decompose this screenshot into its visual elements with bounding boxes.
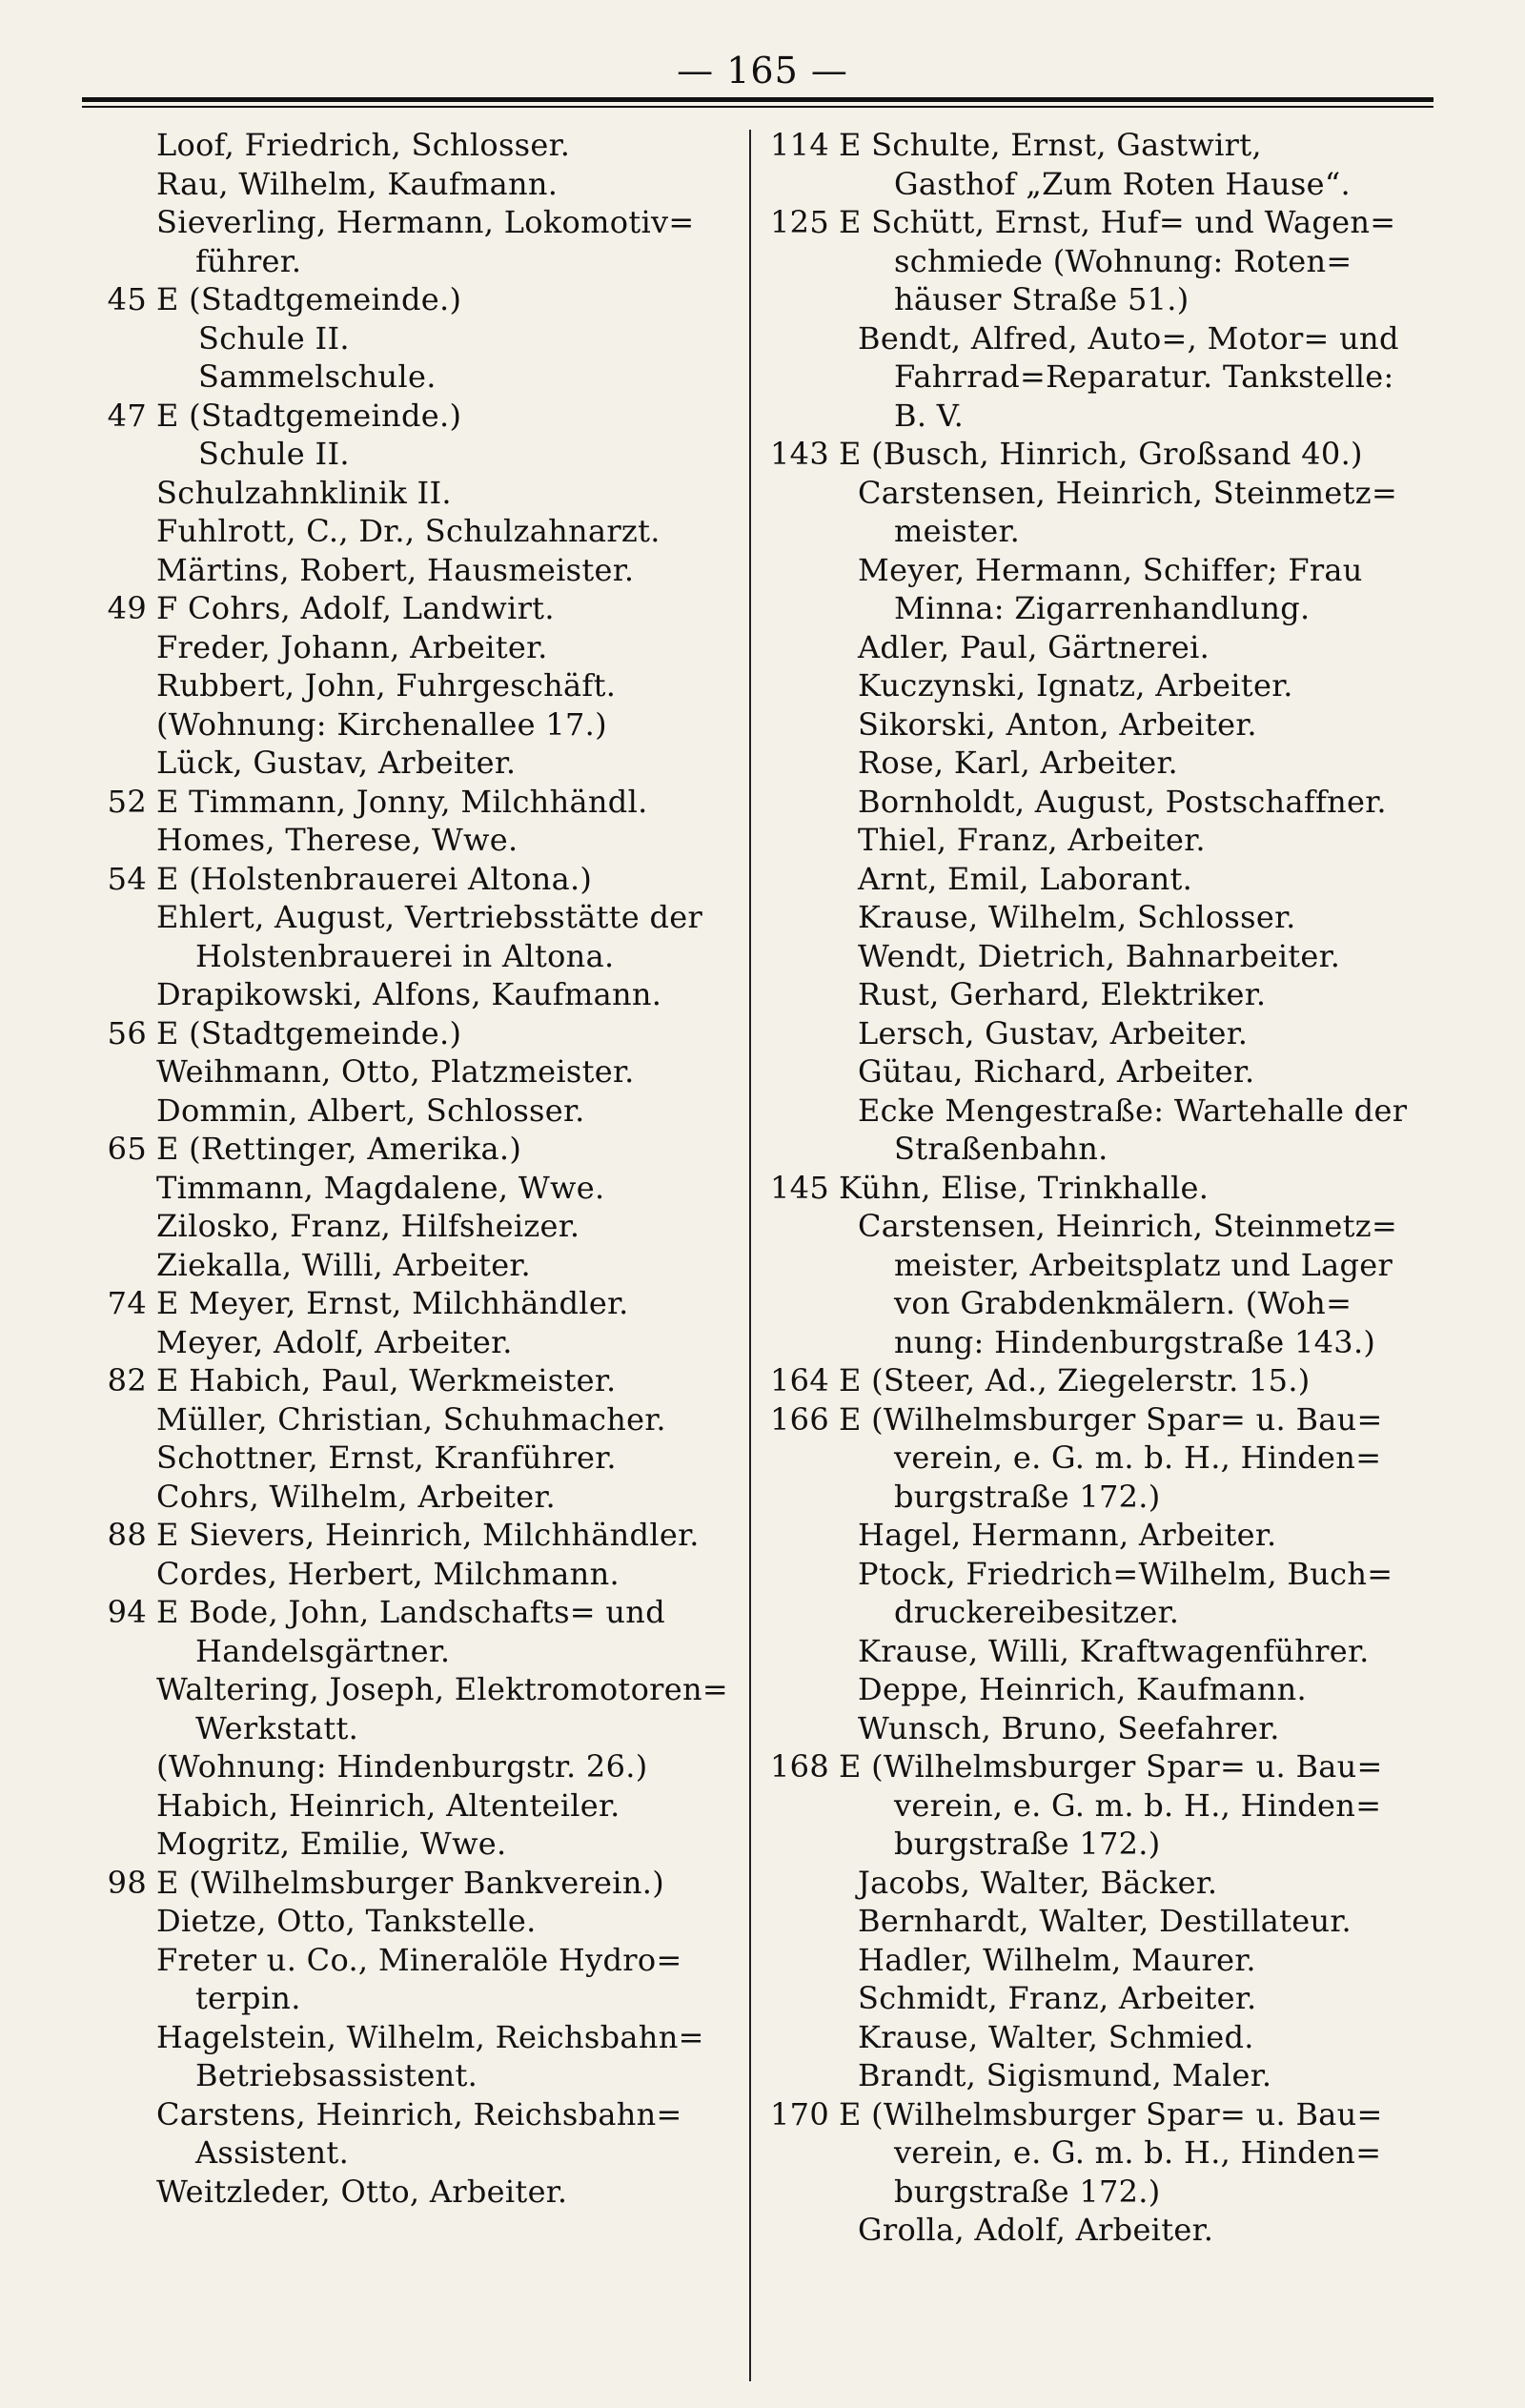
header-rule-thin	[82, 106, 1434, 108]
directory-line	[762, 1979, 1437, 2018]
directory-line	[95, 203, 732, 242]
directory-line	[762, 744, 1437, 783]
directory-line	[762, 1169, 1437, 1208]
entry-text: terpin.	[195, 1980, 301, 2016]
entry-text: Carstensen, Heinrich, Steinmetz=	[858, 474, 1398, 511]
entry-text: Zilosko, Franz, Hilfsheizer.	[156, 1208, 580, 1244]
directory-line	[95, 975, 732, 1014]
directory-line	[762, 1323, 1437, 1362]
directory-line	[762, 1786, 1437, 1826]
directory-line	[762, 357, 1437, 397]
directory-line	[95, 898, 732, 937]
entry-text: Dommin, Albert, Schlosser.	[156, 1092, 585, 1129]
entry-text: Jacobs, Walter, Bäcker.	[858, 1864, 1218, 1901]
house-number: 125	[770, 204, 829, 240]
entry-text: E Sievers, Heinrich, Milchhändler.	[156, 1517, 700, 1553]
entry-text: Bernhardt, Walter, Destillateur.	[858, 1903, 1352, 1939]
directory-line	[95, 1478, 732, 1517]
directory-line	[95, 551, 732, 590]
directory-line	[762, 1709, 1437, 1748]
entry-text: Rubbert, John, Fuhrgeschäft.	[156, 667, 617, 704]
entry-text: Drapikowski, Alfons, Kaufmann.	[156, 976, 662, 1012]
directory-line	[95, 705, 732, 745]
directory-line	[762, 1207, 1437, 1246]
entry-text: Mogritz, Emilie, Wwe.	[156, 1826, 507, 1862]
entry-text: meister.	[894, 513, 1021, 549]
entry-text: Ecke Mengestraße: Wartehalle der	[858, 1092, 1408, 1129]
entry-text: Adler, Paul, Gärtnerei.	[858, 628, 1210, 665]
directory-line	[95, 1207, 732, 1246]
entry-text: Arnt, Emil, Laborant.	[858, 860, 1193, 897]
directory-line	[95, 1323, 732, 1362]
directory-line	[762, 1632, 1437, 1671]
entry-text: Wunsch, Bruno, Seefahrer.	[858, 1709, 1280, 1746]
entry-text: Schule II.	[198, 319, 350, 357]
directory-line	[95, 1169, 732, 1208]
directory-line	[762, 2018, 1437, 2057]
entry-text: Kühn, Elise, Trinkhalle.	[839, 1169, 1210, 1206]
entry-text: Krause, Willi, Kraftwagenführer.	[858, 1632, 1370, 1669]
entry-text: burgstraße 172.)	[894, 1478, 1161, 1515]
directory-line	[762, 1593, 1437, 1632]
directory-line	[95, 1555, 732, 1594]
entry-text: E Meyer, Ernst, Milchhändler.	[156, 1285, 629, 1321]
directory-line	[95, 2056, 732, 2095]
entry-text: B. V.	[894, 397, 965, 434]
entry-text: Dietze, Otto, Tankstelle.	[156, 1903, 537, 1939]
directory-line	[762, 1516, 1437, 1555]
entry-text: Hagelstein, Wilhelm, Reichsbahn=	[156, 2018, 704, 2055]
directory-line	[762, 1478, 1437, 1517]
directory-line	[95, 397, 732, 436]
house-number: 164	[770, 1362, 829, 1398]
entry-text: (Wohnung: Kirchenallee 17.)	[156, 705, 607, 743]
directory-line	[762, 1670, 1437, 1709]
house-number: 82	[107, 1362, 147, 1398]
entry-text: Freder, Johann, Arbeiter.	[156, 628, 548, 665]
house-number: 98	[107, 1864, 147, 1901]
directory-line	[95, 1014, 732, 1053]
directory-line	[95, 937, 732, 976]
directory-line	[762, 2056, 1437, 2095]
house-number: 88	[107, 1517, 147, 1553]
directory-line	[762, 1361, 1437, 1400]
entry-text: Straßenbahn.	[894, 1131, 1108, 1167]
directory-line	[762, 319, 1437, 358]
right-column	[762, 126, 1437, 2250]
directory-line	[762, 937, 1437, 976]
entry-text: Carstens, Heinrich, Reichsbahn=	[156, 2095, 682, 2133]
entry-text: E (Busch, Hinrich, Großsand 40.)	[839, 436, 1363, 472]
entry-text: Wendt, Dietrich, Bahnarbeiter.	[858, 937, 1341, 974]
entry-text: Fuhlrott, C., Dr., Schulzahnarzt.	[156, 513, 661, 549]
entry-text: schmiede (Wohnung: Roten=	[894, 242, 1352, 279]
entry-text: E Schulte, Ernst, Gastwirt,	[839, 127, 1262, 163]
directory-line	[95, 512, 732, 551]
directory-line	[95, 1246, 732, 1285]
directory-line	[95, 126, 732, 165]
directory-line	[762, 203, 1437, 242]
directory-line	[95, 319, 732, 358]
house-number: 45	[107, 281, 147, 317]
entry-text: E (Holstenbrauerei Altona.)	[156, 860, 593, 897]
entry-text: E (Stadtgemeinde.)	[156, 281, 462, 317]
directory-line	[762, 1052, 1437, 1092]
entry-text: Rau, Wilhelm, Kaufmann.	[156, 165, 559, 202]
directory-line	[95, 1825, 732, 1864]
directory-line	[95, 1052, 732, 1092]
directory-line	[762, 1747, 1437, 1786]
directory-line	[762, 551, 1437, 590]
directory-line	[762, 242, 1437, 281]
house-number: 65	[107, 1131, 147, 1167]
directory-line	[762, 705, 1437, 745]
directory-line	[95, 474, 732, 513]
house-number: 74	[107, 1285, 147, 1321]
directory-line	[95, 280, 732, 319]
directory-line	[762, 512, 1437, 551]
directory-line	[95, 165, 732, 204]
directory-line	[762, 975, 1437, 1014]
directory-line	[95, 1747, 732, 1786]
directory-line	[95, 242, 732, 281]
house-number: 114	[770, 127, 829, 163]
entry-text: Habich, Heinrich, Altenteiler.	[156, 1786, 620, 1824]
page-number: — 165 —	[677, 50, 848, 92]
entry-text: E (Stadtgemeinde.)	[156, 397, 462, 434]
directory-line	[762, 898, 1437, 937]
directory-line	[95, 2133, 732, 2173]
house-number: 145	[770, 1169, 829, 1206]
directory-line	[762, 165, 1437, 204]
directory-line	[95, 2173, 732, 2212]
directory-line	[762, 2211, 1437, 2250]
entry-text: Bornholdt, August, Postschaffner.	[858, 783, 1387, 820]
directory-line	[95, 1632, 732, 1671]
entry-text: E (Wilhelmsburger Spar= u. Bau=	[839, 1748, 1383, 1785]
entry-text: Schulzahnklinik II.	[156, 474, 452, 511]
directory-line	[95, 1709, 732, 1748]
entry-text: E (Wilhelmsburger Bankverein.)	[156, 1864, 664, 1901]
entry-text: verein, e. G. m. b. H., Hinden=	[894, 2134, 1382, 2171]
entry-text: druckereibesitzer.	[894, 1594, 1180, 1630]
entry-text: führer.	[195, 242, 302, 279]
entry-text: E (Rettinger, Amerika.)	[156, 1131, 522, 1167]
entry-text: F Cohrs, Adolf, Landwirt.	[156, 590, 555, 626]
entry-text: E (Wilhelmsburger Spar= u. Bau=	[839, 2095, 1383, 2133]
entry-text: Holstenbrauerei in Altona.	[195, 937, 615, 974]
entry-text: Grolla, Adolf, Arbeiter.	[858, 2212, 1214, 2248]
entry-text: Ziekalla, Willi, Arbeiter.	[156, 1246, 531, 1283]
entry-text: Gasthof „Zum Roten Hause“.	[894, 165, 1351, 202]
directory-line	[762, 821, 1437, 860]
entry-text: Krause, Walter, Schmied.	[858, 2018, 1254, 2055]
directory-line	[95, 1786, 732, 1826]
directory-line	[762, 1130, 1437, 1169]
entry-text: nung: Hindenburgstraße 143.)	[894, 1323, 1376, 1360]
entry-text: Meyer, Adolf, Arbeiter.	[156, 1323, 513, 1360]
entry-text: Minna: Zigarrenhandlung.	[894, 590, 1311, 626]
directory-line	[762, 2133, 1437, 2173]
entry-text: E Habich, Paul, Werkmeister.	[156, 1362, 617, 1398]
entry-text: E (Wilhelmsburger Spar= u. Bau=	[839, 1400, 1383, 1438]
directory-line	[95, 1284, 732, 1323]
directory-line	[95, 1130, 732, 1169]
entry-text: Sieverling, Hermann, Lokomotiv=	[156, 204, 695, 240]
directory-line	[95, 1361, 732, 1400]
directory-line	[95, 1092, 732, 1131]
entry-text: Sikorski, Anton, Arbeiter.	[858, 705, 1257, 743]
directory-line	[95, 357, 732, 397]
entry-text: E (Steer, Ad., Ziegelerstr. 15.)	[839, 1362, 1311, 1398]
directory-line	[762, 1941, 1437, 1980]
directory-line	[762, 860, 1437, 899]
entry-text: Schule II.	[198, 436, 350, 472]
entry-text: E Bode, John, Landschafts= und	[156, 1594, 665, 1630]
entry-text: Gütau, Richard, Arbeiter.	[858, 1053, 1255, 1090]
entry-text: Cohrs, Wilhelm, Arbeiter.	[156, 1478, 556, 1515]
directory-line	[762, 589, 1437, 628]
entry-text: Müller, Christian, Schuhmacher.	[156, 1400, 666, 1438]
directory-line	[762, 1400, 1437, 1439]
directory-line	[762, 1555, 1437, 1594]
house-number: 170	[770, 2095, 829, 2133]
house-number: 49	[107, 590, 147, 626]
directory-line	[762, 628, 1437, 667]
directory-line	[762, 1014, 1437, 1053]
entry-text: E Schütt, Ernst, Huf= und Wagen=	[839, 204, 1396, 240]
entry-text: häuser Straße 51.)	[894, 281, 1190, 317]
house-number: 94	[107, 1594, 147, 1630]
entry-text: verein, e. G. m. b. H., Hinden=	[894, 1439, 1382, 1476]
directory-line	[95, 628, 732, 667]
directory-line	[95, 1439, 732, 1478]
entry-text: meister, Arbeitsplatz und Lager	[894, 1246, 1393, 1283]
entry-text: Bendt, Alfred, Auto=, Motor= und	[858, 319, 1399, 357]
house-number: 56	[107, 1014, 147, 1051]
entry-text: Assistent.	[195, 2134, 350, 2171]
directory-line	[762, 435, 1437, 474]
entry-text: Thiel, Franz, Arbeiter.	[858, 822, 1206, 858]
entry-text: E (Stadtgemeinde.)	[156, 1014, 462, 1051]
directory-line	[762, 1825, 1437, 1864]
entry-text: (Wohnung: Hindenburgstr. 26.)	[156, 1748, 648, 1785]
directory-line	[762, 2173, 1437, 2212]
entry-text: Fahrrad=Reparatur. Tankstelle:	[894, 358, 1394, 395]
directory-line	[762, 280, 1437, 319]
directory-line	[95, 2095, 732, 2134]
entry-text: Rose, Karl, Arbeiter.	[858, 745, 1179, 781]
directory-line	[95, 1902, 732, 1941]
entry-text: Hagel, Hermann, Arbeiter.	[858, 1517, 1277, 1553]
entry-text: Hadler, Wilhelm, Maurer.	[858, 1941, 1256, 1978]
entry-text: Kuczynski, Ignatz, Arbeiter.	[858, 667, 1293, 704]
entry-text: Lück, Gustav, Arbeiter.	[156, 745, 517, 781]
entry-text: Deppe, Heinrich, Kaufmann.	[858, 1671, 1307, 1707]
entry-text: Sammelschule.	[198, 358, 437, 395]
directory-line	[762, 2095, 1437, 2134]
entry-text: Ehlert, August, Vertriebsstätte der	[156, 899, 703, 935]
entry-text: Homes, Therese, Wwe.	[156, 822, 518, 858]
entry-text: von Grabdenkmälern. (Woh=	[894, 1285, 1352, 1321]
entry-text: Ptock, Friedrich=Wilhelm, Buch=	[858, 1555, 1393, 1592]
column-divider	[749, 130, 751, 2381]
directory-line	[762, 126, 1437, 165]
entry-text: Cordes, Herbert, Milchmann.	[156, 1555, 620, 1592]
entry-text: E Timmann, Jonny, Milchhändl.	[156, 783, 648, 820]
house-number: 54	[107, 860, 147, 897]
house-number: 166	[770, 1400, 829, 1438]
entry-text: Weihmann, Otto, Platzmeister.	[156, 1053, 635, 1090]
entry-text: Rust, Gerhard, Elektriker.	[858, 976, 1267, 1012]
directory-line	[762, 1902, 1437, 1941]
entry-text: Werkstatt.	[195, 1709, 359, 1746]
directory-line	[95, 1864, 732, 1903]
directory-line	[95, 1670, 732, 1709]
house-number: 168	[770, 1748, 829, 1785]
directory-line	[762, 1864, 1437, 1903]
entry-text: burgstraße 172.)	[894, 1826, 1161, 1862]
directory-line	[762, 666, 1437, 705]
directory-line	[762, 1439, 1437, 1478]
house-number: 143	[770, 436, 829, 472]
entry-text: Lersch, Gustav, Arbeiter.	[858, 1014, 1249, 1051]
entry-text: verein, e. G. m. b. H., Hinden=	[894, 1786, 1382, 1824]
directory-line	[95, 435, 732, 474]
entry-text: Schmidt, Franz, Arbeiter.	[858, 1980, 1257, 2016]
entry-text: Weitzleder, Otto, Arbeiter.	[156, 2173, 568, 2210]
directory-line	[95, 1979, 732, 2018]
directory-line	[762, 1092, 1437, 1131]
entry-text: Meyer, Hermann, Schiffer; Frau	[858, 551, 1363, 588]
directory-line	[95, 1941, 732, 1980]
directory-line	[95, 1516, 732, 1555]
left-column	[95, 126, 732, 2211]
entry-text: Schottner, Ernst, Kranführer.	[156, 1439, 617, 1476]
entry-text: Timmann, Magdalene, Wwe.	[156, 1169, 605, 1206]
directory-line	[95, 1400, 732, 1439]
entry-text: Waltering, Joseph, Elektromotoren=	[156, 1671, 729, 1707]
entry-text: Betriebsassistent.	[195, 2057, 478, 2093]
directory-line	[762, 474, 1437, 513]
directory-line	[95, 589, 732, 628]
directory-line	[95, 666, 732, 705]
directory-line	[95, 2018, 732, 2057]
directory-line	[95, 860, 732, 899]
house-number: 52	[107, 783, 147, 820]
directory-line	[762, 783, 1437, 822]
entry-text: Freter u. Co., Mineralöle Hydro=	[156, 1941, 682, 1978]
directory-line	[762, 1246, 1437, 1285]
entry-text: Carstensen, Heinrich, Steinmetz=	[858, 1208, 1398, 1244]
directory-line	[762, 1284, 1437, 1323]
house-number: 47	[107, 397, 147, 434]
directory-line	[762, 397, 1437, 436]
directory-line	[95, 744, 732, 783]
entry-text: Handelsgärtner.	[195, 1632, 451, 1669]
entry-text: Krause, Wilhelm, Schlosser.	[858, 899, 1296, 935]
entry-text: Brandt, Sigismund, Maler.	[858, 2057, 1272, 2093]
entry-text: Märtins, Robert, Hausmeister.	[156, 551, 635, 588]
entry-text: Loof, Friedrich, Schlosser.	[156, 127, 571, 163]
directory-line	[95, 783, 732, 822]
directory-line	[95, 821, 732, 860]
entry-text: burgstraße 172.)	[894, 2173, 1161, 2210]
directory-line	[95, 1593, 732, 1632]
header-rule	[82, 97, 1434, 102]
